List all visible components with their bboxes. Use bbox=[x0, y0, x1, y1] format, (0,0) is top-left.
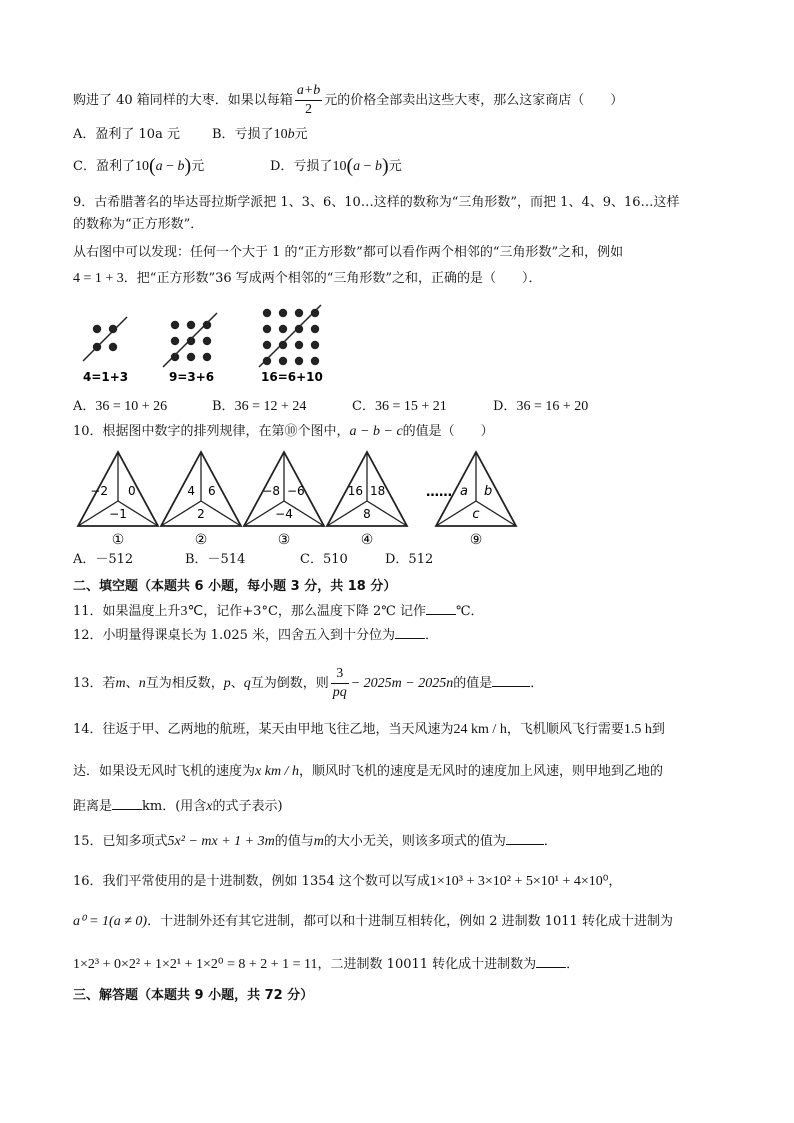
q13 bbox=[73, 665, 543, 702]
q10-triangle-1 bbox=[78, 452, 158, 548]
q16-line-2 bbox=[73, 912, 673, 932]
q10-tri3-right: −6 bbox=[287, 484, 305, 498]
q9-option-a bbox=[73, 397, 167, 417]
q9-option-c-math: 36 = 15 + 21 bbox=[374, 399, 447, 414]
q9-line-4 bbox=[73, 269, 542, 289]
q8-option-c bbox=[73, 156, 204, 177]
q10-tri2-right: 6 bbox=[208, 484, 216, 498]
q8-option-d-unit: 元 bbox=[388, 159, 402, 174]
q13-answer-blank[interactable] bbox=[492, 674, 530, 687]
q8-option-c-unit: 元 bbox=[191, 159, 205, 174]
q16-answer-blank[interactable] bbox=[536, 955, 566, 968]
q8-option-b-math: 10b bbox=[273, 127, 295, 142]
q8-option-b-unit: 元 bbox=[294, 127, 308, 142]
q9-option-c-label: C． bbox=[352, 399, 375, 414]
q8-option-a: A．盈利了 10a 元 bbox=[73, 127, 180, 142]
q16-text-c: ．十进制外还有其它进制，都可以和十进制互相转化，例如 2 进制数 1011 转化成十进制为 bbox=[147, 914, 673, 929]
q14-line-2 bbox=[73, 762, 663, 782]
q14-line-1 bbox=[73, 720, 665, 740]
q10-tri4-left: 16 bbox=[347, 484, 363, 498]
q13-frac-den: pq bbox=[332, 685, 347, 700]
section-2-heading: 二、填空题（本题共 6 小题，每小题 3 分，共 18 分） bbox=[73, 579, 397, 594]
q9-dots-3x3 bbox=[171, 321, 211, 361]
q14-var-x: x bbox=[206, 799, 213, 814]
q13-var-p: p bbox=[223, 676, 231, 691]
q13-frac-num: 3 bbox=[331, 665, 349, 684]
q13-var-m: m bbox=[115, 676, 126, 691]
q14-text-e: ，顺风时飞机的速度是无风时的速度加上风速，则甲地到乙地的 bbox=[298, 764, 663, 779]
q9-line-4-text: ．把“正方形数”36 写成两个相邻的“三角形数”之和，正确的是（ ）． bbox=[123, 271, 542, 286]
q15-answer-blank[interactable] bbox=[506, 832, 544, 845]
q10-tri9-right: b bbox=[484, 484, 493, 499]
q9-option-d-label: D． bbox=[493, 399, 517, 414]
q10-expression: a − b − c bbox=[349, 424, 403, 439]
q13-text-e: 的值是 bbox=[453, 676, 493, 691]
q12-text: 12．小明量得课桌长为 1.025 米，四舍五入到十分位为 bbox=[73, 628, 396, 643]
q10-tri1-label: ① bbox=[111, 532, 125, 548]
q9-option-a-label: A． bbox=[73, 399, 96, 414]
q14-text-d: 达．如果设无风时飞机的速度为 bbox=[73, 764, 256, 779]
q14-text-c: 到 bbox=[651, 722, 665, 737]
q10-ellipsis: …… bbox=[426, 485, 452, 500]
q10-tri9-label: ⑨ bbox=[469, 532, 483, 548]
q9-line-2: 的数称为“正方形数”． bbox=[73, 217, 204, 232]
q16-end: ． bbox=[566, 957, 580, 972]
q15-polynomial: 5x² − mx + 1 + 3m bbox=[167, 834, 275, 849]
q13-expression: − 2025m − 2025n bbox=[350, 676, 454, 691]
q8-option-b bbox=[212, 125, 308, 145]
q15 bbox=[73, 832, 557, 852]
q10-triangle-4 bbox=[327, 452, 407, 548]
q16-line-1 bbox=[73, 872, 621, 892]
q8-fraction bbox=[295, 82, 322, 119]
q10-text-a: 10．根据图中数字的排列规律，在第⑩个图中， bbox=[73, 424, 350, 439]
q9-option-b-math: 36 = 12 + 24 bbox=[234, 399, 307, 414]
q10-triangle-9 bbox=[436, 452, 516, 548]
q16-text-a: 16．我们平常使用的是十进制数，例如 1354 这个数可以写成 bbox=[73, 874, 430, 889]
q14-text-a: 14．往返于甲、乙两地的航班，某天由甲地飞往乙地，当天风速为 bbox=[73, 722, 454, 737]
q10-figure bbox=[72, 448, 522, 548]
q13-var-n: n bbox=[138, 676, 146, 691]
q10-tri1-left: −2 bbox=[90, 484, 108, 498]
q16-decimal-expansion: 1×10³ + 3×10² + 5×10¹ + 4×10⁰ bbox=[429, 874, 609, 889]
q11 bbox=[73, 602, 484, 622]
q8-text-b: 元的价格全部卖出这些大枣，那么这家商店（ ） bbox=[324, 93, 624, 108]
q10-tri4-bottom: 8 bbox=[363, 507, 371, 521]
q11-answer-blank[interactable] bbox=[426, 602, 456, 615]
q14-text-h: 的式子表示) bbox=[212, 799, 283, 814]
q8-frac-den: 2 bbox=[305, 102, 313, 117]
q16-text-d: ，二进制数 10011 转化成十进制数为 bbox=[317, 957, 537, 972]
q14-answer-blank[interactable] bbox=[112, 797, 142, 810]
q12-answer-blank[interactable] bbox=[395, 626, 425, 639]
q10-triangle-3 bbox=[244, 452, 324, 548]
section-3-heading: 三、解答题（本题共 9 小题，共 72 分） bbox=[73, 988, 314, 1003]
q10-tri1-bottom: −1 bbox=[109, 507, 127, 521]
q8-option-c-math: 10(a − b) bbox=[134, 155, 192, 177]
q15-text-a: 15．已知多项式 bbox=[73, 834, 168, 849]
q16-binary-example: 1×2³ + 0×2² + 1×2¹ + 1×2⁰ = 8 + 2 + 1 = 11 bbox=[73, 957, 318, 972]
q15-text-b: 的值与 bbox=[274, 834, 314, 849]
q10-option-d: D．512 bbox=[385, 552, 434, 567]
q9-fig-label-1: 4=1+3 bbox=[83, 370, 129, 384]
q15-var-m: m bbox=[313, 834, 324, 849]
q10-tri1-right: 0 bbox=[128, 484, 136, 498]
q9-diagonal-1 bbox=[83, 317, 127, 361]
q13-text-a: 13．若 bbox=[73, 676, 116, 691]
q8-text-a: 购进了 40 箱同样的大枣．如果以每箱 bbox=[73, 93, 293, 108]
q8-option-d bbox=[270, 156, 402, 177]
q8-stem bbox=[73, 82, 623, 119]
q14-time: 1.5 h bbox=[623, 722, 652, 737]
q14-text-g: km．(用含 bbox=[142, 799, 207, 814]
q13-text-c: 互为倒数，则 bbox=[250, 676, 329, 691]
q9-option-a-math: 36 = 10 + 26 bbox=[95, 399, 168, 414]
q11-unit: ℃． bbox=[455, 604, 484, 619]
q9-option-c bbox=[352, 397, 447, 417]
q13-fraction bbox=[331, 665, 349, 702]
q13-sep: 、 bbox=[125, 676, 139, 691]
q16-zero-power-rule: a⁰ = 1(a ≠ 0) bbox=[73, 914, 148, 929]
q8-option-d-math: 10(a − b) bbox=[332, 155, 389, 177]
q8-option-b-label: B．亏损了 bbox=[212, 127, 274, 142]
q13-text-b: 互为相反数， bbox=[145, 676, 224, 691]
q9-figure bbox=[75, 303, 335, 385]
q9-dots-4x4 bbox=[263, 309, 319, 365]
q9-option-d-math: 36 = 16 + 20 bbox=[516, 399, 589, 414]
q10-tri3-label: ③ bbox=[277, 532, 291, 548]
q9-option-b-label: B． bbox=[212, 399, 235, 414]
q10-tri2-bottom: 2 bbox=[197, 507, 205, 521]
q11-text-c: ，记作+3°C，那么温度下降 2℃ 记作 bbox=[203, 604, 426, 619]
q9-option-d bbox=[493, 397, 588, 417]
q9-example-math: 4 = 1 + 3 bbox=[73, 271, 124, 286]
q9-line-1: 9．古希腊著名的毕达哥拉斯学派把 1、3、6、10…这样的数称为“三角形数”，而把 1、4、9、16…这样 bbox=[73, 195, 680, 210]
q10-tri9-bottom: c bbox=[472, 507, 480, 522]
q14-text-f: 距离是 bbox=[73, 799, 113, 814]
q10-stem bbox=[73, 422, 494, 442]
q15-end: ． bbox=[543, 834, 557, 849]
q15-text-c: 的大小无关，则该多项式的值为 bbox=[323, 834, 506, 849]
q8-frac-num: a+b bbox=[295, 82, 322, 101]
q16-line-3 bbox=[73, 955, 579, 975]
q10-tri4-right: 18 bbox=[370, 484, 386, 498]
q10-triangle-2 bbox=[161, 452, 241, 548]
q10-tri3-bottom: −4 bbox=[275, 507, 293, 521]
q14-speed-var: x km / h bbox=[255, 764, 299, 779]
q12-end: ． bbox=[425, 628, 439, 643]
q8-option-d-label: D．亏损了 bbox=[270, 159, 333, 174]
q16-text-b: ， bbox=[608, 874, 622, 889]
q9-fig-label-2: 9=3+6 bbox=[169, 370, 215, 384]
q10-option-b: B．－514 bbox=[185, 552, 246, 567]
q13-end: ． bbox=[530, 676, 544, 691]
q10-tri3-left: −8 bbox=[262, 484, 280, 498]
q10-text-b: 的值是（ ） bbox=[402, 424, 494, 439]
q10-tri2-label: ② bbox=[194, 532, 208, 548]
q13-sep-2: 、 bbox=[230, 676, 244, 691]
q10-tri9-left: a bbox=[460, 484, 468, 499]
q14-line-3 bbox=[73, 797, 283, 817]
q13-var-q: q bbox=[243, 676, 251, 691]
q9-line-3: 从右图中可以发现：任何一个大于 1 的“正方形数”都可以看作两个相邻的“三角形数”之和，例如 bbox=[73, 245, 624, 260]
q11-math: 3℃ bbox=[180, 604, 204, 619]
q10-tri4-label: ④ bbox=[360, 532, 374, 548]
q10-option-a: A．－512 bbox=[73, 552, 134, 567]
q9-option-b bbox=[212, 397, 306, 417]
q14-text-b: ，飞机顺风飞行需要 bbox=[506, 722, 624, 737]
q10-tri2-left: 4 bbox=[187, 484, 195, 498]
q14-wind-speed: 24 km / h bbox=[453, 722, 507, 737]
q8-option-c-label: C．盈利了 bbox=[73, 159, 135, 174]
q12 bbox=[73, 626, 438, 646]
q10-option-c: C．510 bbox=[300, 552, 348, 567]
q11-text-a: 11．如果温度上升 bbox=[73, 604, 181, 619]
q9-fig-label-3: 16=6+10 bbox=[261, 370, 323, 384]
